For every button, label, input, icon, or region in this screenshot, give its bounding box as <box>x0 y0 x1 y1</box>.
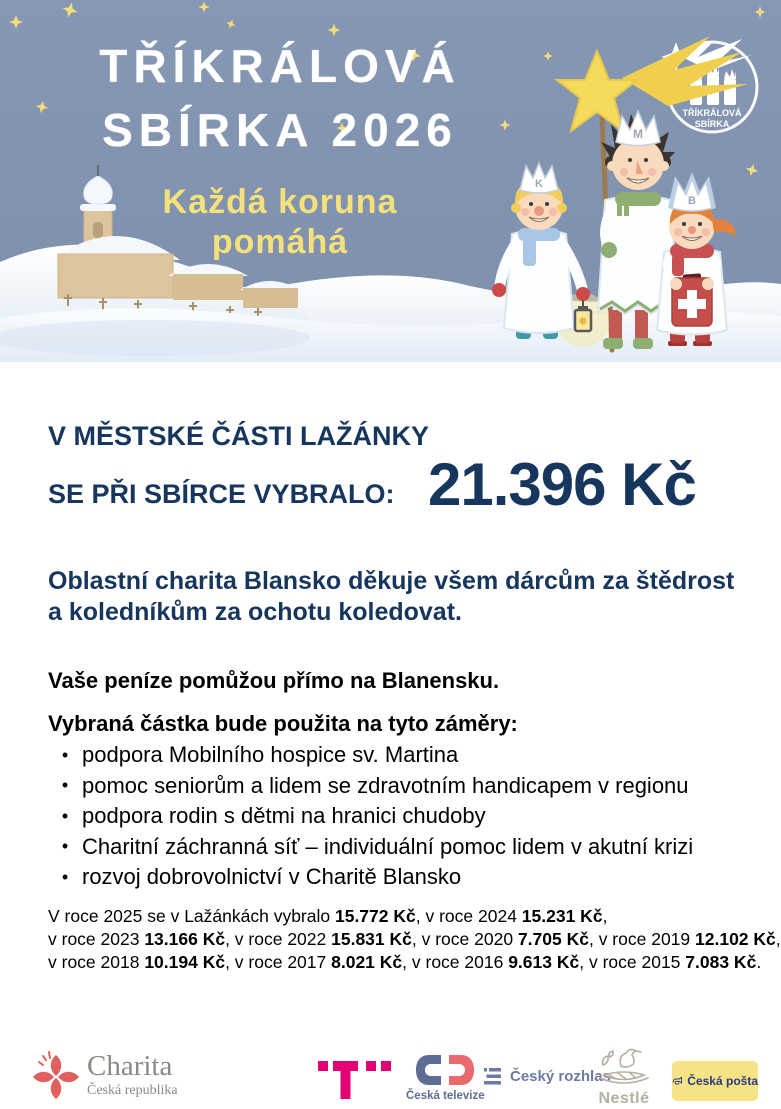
t-mobile-t-icon <box>318 1061 394 1099</box>
ceska-posta-logo <box>672 1061 758 1101</box>
charita-logo <box>33 1050 178 1100</box>
purposes-list <box>48 740 693 893</box>
purpose-item: • podpora Mobilního hospice sv. Martina <box>61 742 459 768</box>
collected-label: SE PŘI SBÍRCE VYBRALO: <box>48 479 395 509</box>
crown-initial-k: K <box>535 178 543 190</box>
t-mobile-logo <box>318 1061 394 1099</box>
banner-subtitle-line2: pomáhá <box>211 223 349 261</box>
history-paragraph: V roce 2025 se v Lažánkách vybralo 15.772 Kč, v roce 2024 15.231 Kč, v roce 2023 13.166 Kč, v roce 2022 15.831 Kč, v roce 2020 7.705 Kč, v roce 2019 12.102 Kč, v roce 2018 10.194 Kč, v roce 2017 8.021 Kč, v roce 2016 9.613 Kč, v roce 2015 7.083 Kč. <box>48 906 781 972</box>
ceska-televize-logo <box>406 1054 485 1102</box>
thanks-paragraph <box>48 566 734 628</box>
cesky-rozhlas-bars-icon <box>484 1068 503 1085</box>
charita-name: Charita <box>87 1050 173 1082</box>
cesky-rozhlas-logo <box>484 1068 611 1085</box>
purpose-item: • Charitní záchranná síť – individuální pomoc lidem v akutní krizi <box>61 833 694 859</box>
thanks-line1: Oblastní charita Blansko děkuje všem dárcům za štědrost <box>48 567 735 595</box>
ceska-televize-label: Česká televize <box>406 1090 485 1102</box>
ceska-posta-label: Česká pošta <box>687 1074 758 1088</box>
badge-text-line2: SBÍRKA <box>694 119 730 129</box>
banner-title <box>55 34 505 162</box>
nestle-nest-icon <box>596 1046 652 1088</box>
banner-subtitle-line1: Každá koruna <box>162 183 398 221</box>
banner <box>0 0 781 362</box>
badge-text-line1: TŘÍKRÁLOVÁ <box>682 108 742 118</box>
district-heading: V MĚSTSKÉ ČÁSTI LAŽÁNKY <box>48 421 430 451</box>
purpose-item: • podpora rodin s dětmi na hranici chudoby <box>61 803 486 829</box>
postal-horn-icon <box>672 1072 682 1090</box>
banner-title-line1: TŘÍKRÁLOVÁ <box>99 40 461 92</box>
purpose-item: • rozvoj dobrovolnictví v Charitě Blansko <box>61 864 462 890</box>
crown-initial-m: M <box>633 127 643 141</box>
banner-title-line2: SBÍRKA 2026 <box>102 104 458 156</box>
charita-text <box>87 1052 178 1098</box>
collected-amount: 21.396 Kč <box>428 451 696 518</box>
nestle-logo <box>596 1046 652 1108</box>
cesky-rozhlas-label: Český rozhlas <box>510 1068 611 1085</box>
nestle-label: Nestlé <box>598 1090 650 1107</box>
local-note: Vaše peníze pomůžou přímo na Blanensku. <box>48 668 500 693</box>
crown-initial-b: B <box>688 195 696 207</box>
thanks-line2: a koledníkům za ochotu koledovat. <box>48 598 462 626</box>
charita-flame-cross-icon <box>33 1050 79 1100</box>
charita-subtitle: Česká republika <box>87 1083 178 1098</box>
banner-subtitle <box>100 182 460 262</box>
snow-shadow <box>0 320 310 356</box>
ceska-televize-brackets-icon <box>414 1054 476 1086</box>
purpose-item: • pomoc seniorům a lidem se zdravotním handicapem v regionu <box>61 772 689 798</box>
purposes-heading: Vybraná částka bude použita na tyto záměry: <box>48 711 518 736</box>
